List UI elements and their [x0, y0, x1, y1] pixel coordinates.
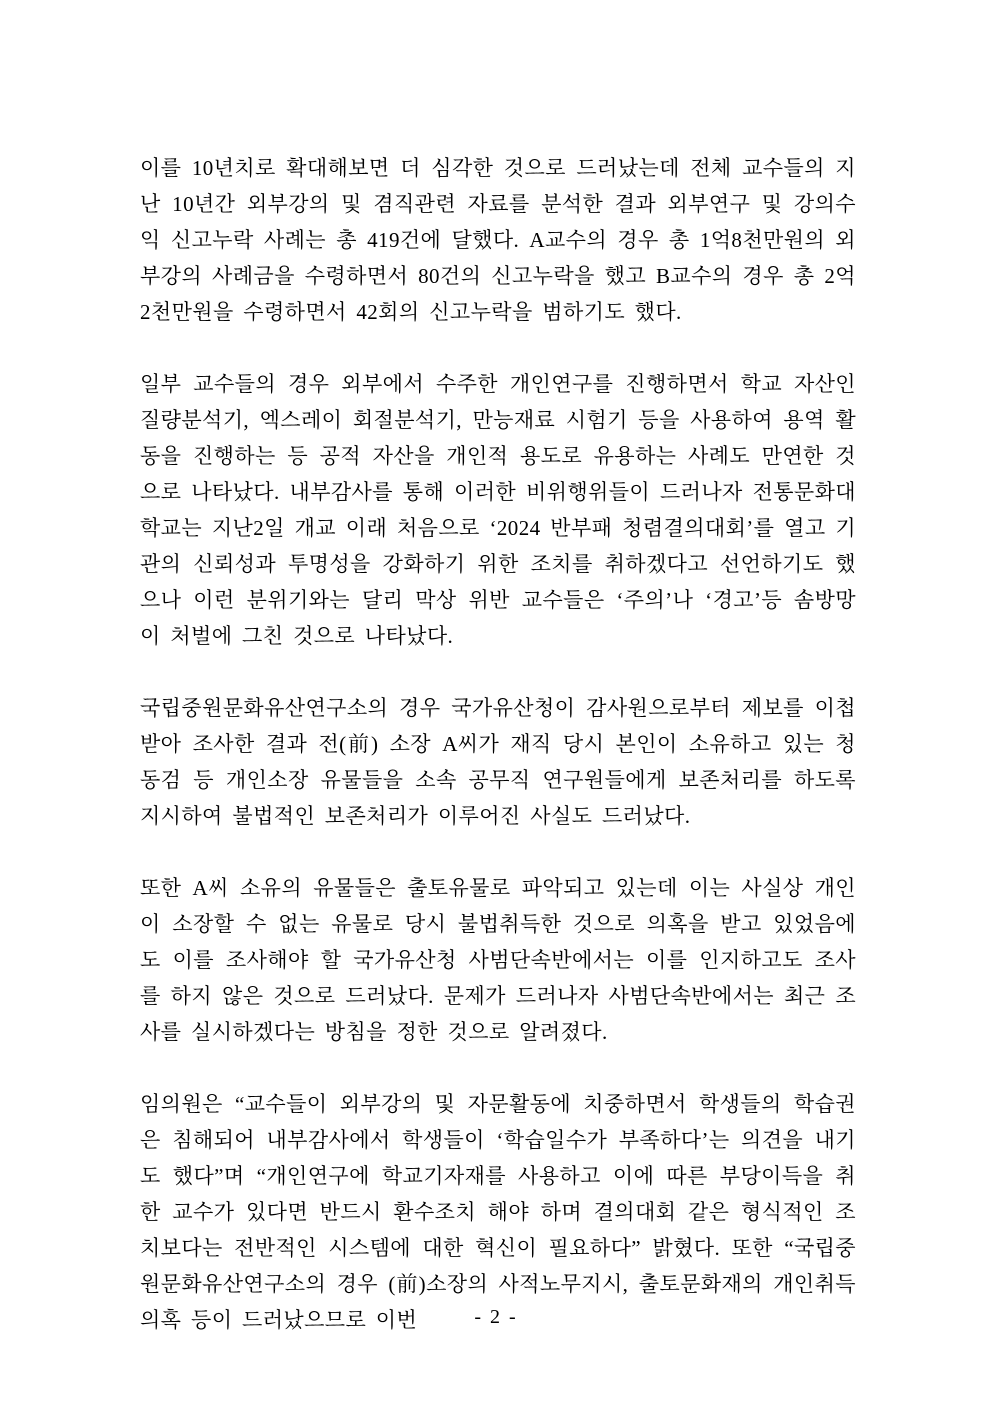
body-paragraph-1: 이를 10년치로 확대해보면 더 심각한 것으로 드러났는데 전체 교수들의 지난 10년간 외부강의 및 겸직관련 자료를 분석한 결과 외부연구 및 강의수익 신고누락 사례는 총 419건에 달했다. A교수의 경우 총 1억8천만원의 외부강의 사례금을 수령하면서 80건의 신고누락을 했고 B교수의 경우 총 2억2천만원을 수령하면서 42회의 신고누락을 범하기도 했다.	[140, 156, 856, 324]
body-paragraph-2: 일부 교수들의 경우 외부에서 수주한 개인연구를 진행하면서 학교 자산인 질량분석기, 엑스레이 회절분석기, 만능재료 시험기 등을 사용하여 용역 활동을 진행하는 등 공적 자산을 개인적 용도로 유용하는 사례도 만연한 것으로 나타났다. 내부감사를 통해 이러한 비위행위들이 드러나자 전통문화대학교는 지난2일 개교 이래 처음으로 ‘2024 반부패 청렴결의대회’를 열고 기관의 신뢰성과 투명성을 강화하기 위한 조치를 취하겠다고 선언하기도 했으나 이런 분위기와는 달리 막상 위반 교수들은 ‘주의’나 ‘경고’등 솜방망이 처벌에 그친 것으로 나타났다.	[140, 372, 856, 648]
page-number: - 2 -	[474, 1306, 518, 1328]
body-paragraph-4: 또한 A씨 소유의 유물들은 출토유물로 파악되고 있는데 이는 사실상 개인이 소장할 수 없는 유물로 당시 불법취득한 것으로 의혹을 받고 있었음에도 이를 조사해야 할 국가유산청 사범단속반에서는 이를 인지하고도 조사를 하지 않은 것으로 드러났다. 문제가 드러나자 사범단속반에서는 최근 조사를 실시하겠다는 방침을 정한 것으로 알려졌다.	[140, 876, 856, 1044]
document-body	[140, 150, 856, 1338]
body-paragraph-5: 임의원은 “교수들이 외부강의 및 자문활동에 치중하면서 학생들의 학습권은 침해되어 내부감사에서 학생들이 ‘학습일수가 부족하다’는 의견을 내기도 했다”며 “개인연구에 학교기자재를 사용하고 이에 따른 부당이득을 취한 교수가 있다면 반드시 환수조치 해야 하며 결의대회 같은 형식적인 조치보다는 전반적인 시스템에 대한 혁신이 필요하다” 밝혔다. 또한 “국립중원문화유산연구소의 경우 (前)소장의 사적노무지시, 출토문화재의 개인취득 의혹 등이 드러났으므로 이번	[140, 1092, 856, 1332]
body-paragraph-3: 국립중원문화유산연구소의 경우 국가유산청이 감사원으로부터 제보를 이첩받아 조사한 결과 전(前) 소장 A씨가 재직 당시 본인이 소유하고 있는 청동검 등 개인소장 유물들을 소속 공무직 연구원들에게 보존처리를 하도록 지시하여 불법적인 보존처리가 이루어진 사실도 드러났다.	[140, 696, 856, 828]
